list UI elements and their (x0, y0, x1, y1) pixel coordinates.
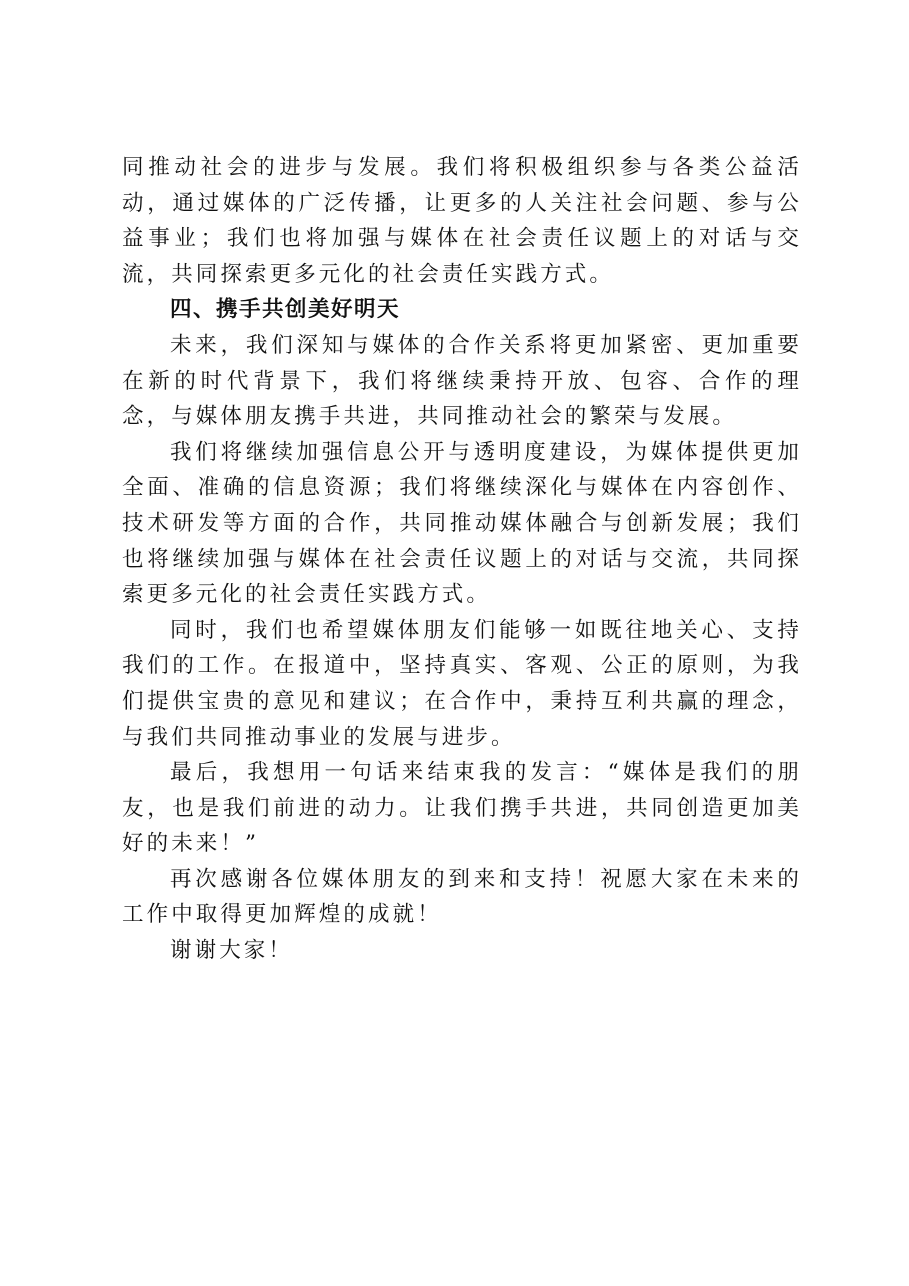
paragraph-final-thanks: 谢谢大家！ (170, 938, 294, 964)
paragraph-thanks-again: 再次感谢各位媒体朋友的到来和支持！祝愿大家在未来的工作中取得更加辉煌的成就！ (122, 866, 802, 928)
paragraph-closing-quote: 最后，我想用一句话来结束我的发言：“媒体是我们的朋友，也是我们前进的动力。让我们携手共进，共同创造更加美好的未来！” (122, 760, 802, 857)
document-page (122, 150, 802, 969)
paragraph-hope-for-support: 同时，我们也希望媒体朋友们能够一如既往地关心、支持我们的工作。在报道中，坚持真实、客观、公正的原则，为我们提供宝贵的意见和建议；在合作中，秉持互利共赢的理念，与我们共同推动事业的发展与进步。 (122, 617, 802, 750)
paragraph-public-welfare: 同推动社会的进步与发展。我们将积极组织参与各类公益活动，通过媒体的广泛传播，让更多的人关注社会问题、参与公益事业；我们也将加强与媒体在社会责任议题上的对话与交流，共同探索更多元化的社会责任实践方式。 (122, 155, 802, 287)
paragraph-information-disclosure: 我们将继续加强信息公开与透明度建设，为媒体提供更加全面、准确的信息资源；我们将继续深化与媒体在内容创作、技术研发等方面的合作，共同推动媒体融合与创新发展；我们也将继续加强与媒体在社会责任议题上的对话与交流，共同探索更多元化的社会责任实践方式。 (122, 439, 802, 608)
section-heading-four: 四、携手共创美好明天 (170, 297, 401, 323)
paragraph-future-cooperation: 未来，我们深知与媒体的合作关系将更加紧密、更加重要在新的时代背景下，我们将继续秉持开放、包容、合作的理念，与媒体朋友携手共进，共同推动社会的繁荣与发展。 (122, 332, 802, 430)
